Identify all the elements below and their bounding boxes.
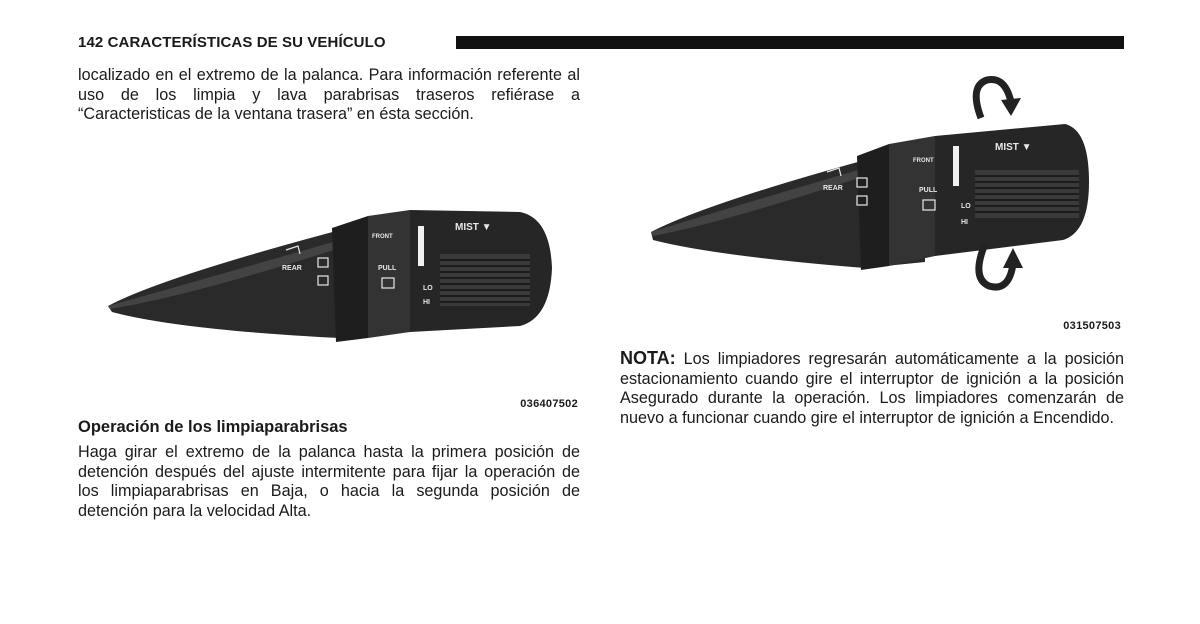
mist-label: MIST ▼ (995, 142, 1032, 153)
note-text: Los limpiadores regresarán automáticamente a la posición estacionamiento cuando gire el interruptor de ignición a la posición Asegurado durante la operación. Los limpiadores comenzarán de nuevo a funcionar cuando gire el interruptor de ignición a Encendido. (620, 350, 1125, 427)
figure-wiper-lever-right (645, 72, 1123, 334)
note-label: NOTA: (620, 348, 676, 368)
hi-label: HI (423, 299, 430, 306)
pull-label: PULL (919, 187, 938, 194)
figure-wiper-lever-left (100, 178, 580, 414)
intro-paragraph: localizado en el extremo de la palanca. Para información referente al uso de los limpia y lava parabrisas traseros refiérase a “Caracteristicas de la ventana trasera” en ésta sección. (78, 66, 580, 123)
page-header-title: 142 CARACTERÍSTICAS DE SU VEHÍCULO (78, 34, 386, 51)
hi-label: HI (961, 219, 968, 226)
mist-label: MIST ▼ (455, 222, 492, 233)
pull-label: PULL (378, 265, 397, 272)
lo-label: LO (961, 203, 971, 210)
header-rule (456, 36, 1124, 49)
wiper-lever-rotation-illustration (645, 72, 1123, 334)
section-heading: Operación de los limpiaparabrisas (78, 418, 348, 436)
page-header (78, 32, 1124, 54)
front-label: FRONT (372, 234, 393, 240)
body-paragraph: Haga girar el extremo de la palanca hasta la primera posición de detención después del ajuste intermitente para fijar la operación de los limpiaparabrisas en Baja, o hacia la segunda posición de detención para la velocidad Alta. (78, 443, 580, 520)
rotation-arrow-top-icon (976, 79, 1021, 118)
figure-code-left: 036407502 (520, 398, 578, 410)
lo-label: LO (423, 285, 433, 292)
figure-code-right: 031507503 (1063, 320, 1121, 332)
rotation-arrow-bottom-icon (979, 244, 1023, 287)
note-paragraph (620, 349, 1124, 428)
rear-label: REAR (823, 185, 843, 192)
rear-label: REAR (282, 265, 302, 272)
front-label: FRONT (913, 158, 934, 164)
wiper-lever-illustration (100, 178, 580, 414)
